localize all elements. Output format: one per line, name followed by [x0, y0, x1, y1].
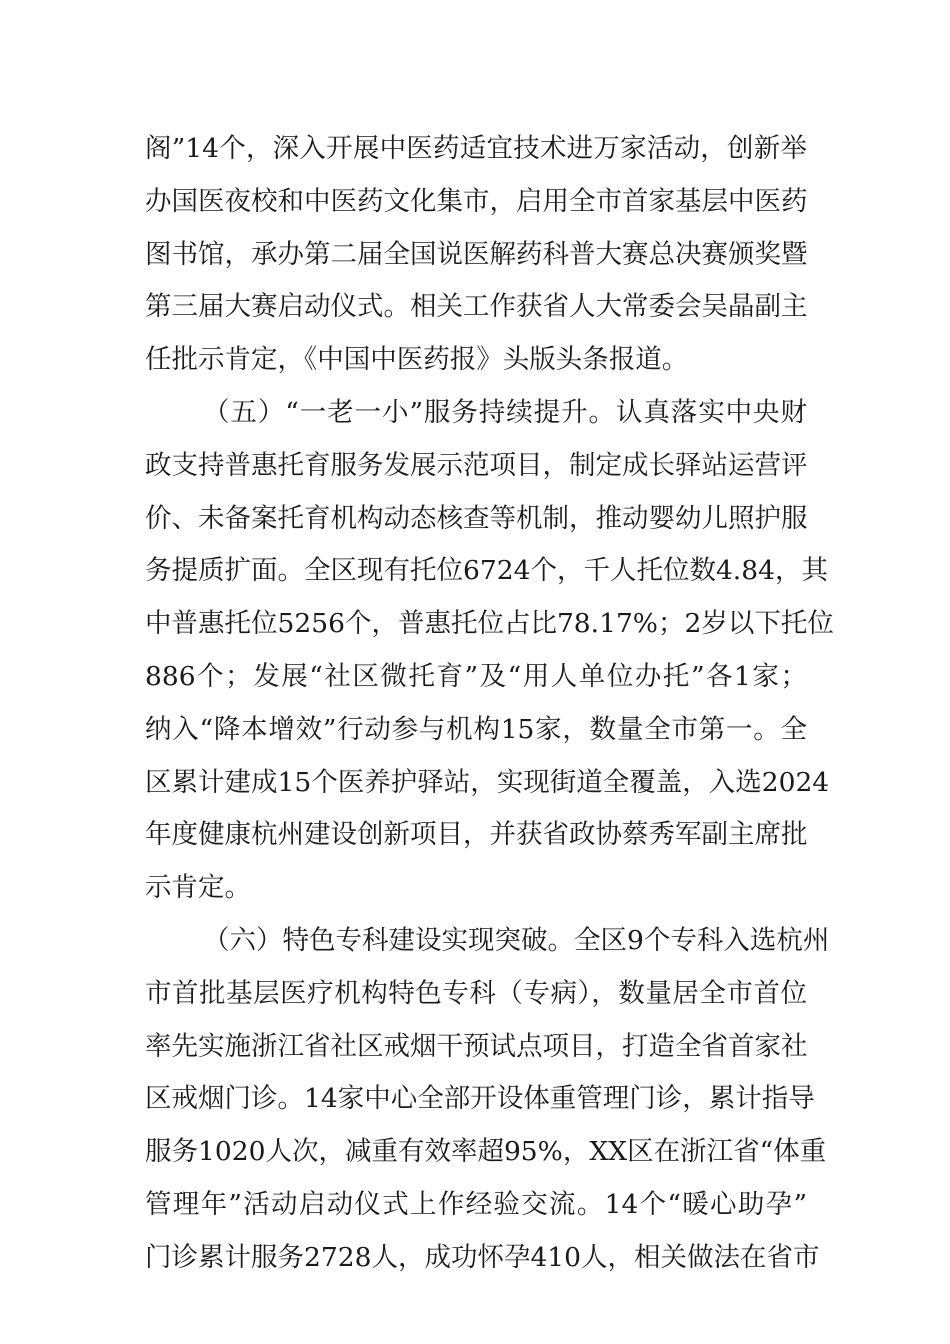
text-line: 市首批基层医疗机构特色专科（专病），数量居全市首位: [145, 977, 807, 1009]
paragraph-tcm-culture: [145, 123, 807, 387]
text-line: 区戒烟门诊。14家中心全部开设体重管理门诊，累计指导: [145, 1083, 815, 1115]
text-line: 服务1020人次，减重有效率超95%，XX区在浙江省“体重: [145, 1136, 827, 1168]
text-line: 价、未备案托育机构动态核查等机制，推动婴幼儿照护服: [145, 502, 808, 534]
text-line: 门诊累计服务2728人，成功怀孕410人，相关做法在省市: [145, 1241, 820, 1273]
text-line: 务提质扩面。全区现有托位6724个，千人托位数4.84，其: [145, 555, 828, 587]
text-line: 区累计建成15个医养护驿站，实现街道全覆盖，入选2024: [145, 766, 830, 798]
text-line: 政支持普惠托育服务发展示范项目，制定成长驿站运营评: [145, 449, 808, 481]
text-line: 图书馆，承办第二届全国说医解药科普大赛总决赛颁奖暨: [145, 238, 808, 270]
text-line: 中普惠托位5256个，普惠托位占比78.17%；2岁以下托位: [145, 608, 834, 640]
text-line: 率先实施浙江省社区戒烟干预试点项目，打造全省首家社: [145, 1030, 808, 1062]
text-line: 管理年”活动启动仪式上作经验交流。14个“暖心助孕”: [145, 1188, 807, 1220]
text-line: 第三届大赛启动仪式。相关工作获省人大常委会吴晶副主: [145, 291, 808, 323]
text-line: 办国医夜校和中医药文化集市，启用全市首家基层中医药: [145, 185, 808, 217]
paragraph-heading-line: （五）“一老一小”服务持续提升。认真落实中央财: [203, 396, 807, 428]
text-line: 年度健康杭州建设创新项目，并获省政协蔡秀军副主席批: [145, 819, 808, 851]
text-line: 纳入“降本增效”行动参与机构15家，数量全市第一。全: [145, 713, 807, 745]
text-line: 886个；发展“社区微托育”及“用人单位办托”各1家；: [145, 660, 807, 692]
paragraph-specialty-clinics: [145, 915, 830, 1285]
document-body: [145, 123, 834, 1285]
text-line: 任批示肯定，《中国中医药报》头版头条报道。: [145, 344, 689, 376]
text-line: 阁”14个，深入开展中医药适宜技术进万家活动，创新举: [145, 133, 807, 164]
paragraph-heading-line: （六）特色专科建设实现突破。全区9个专科入选杭州: [203, 924, 830, 956]
paragraph-elderly-childcare: [145, 387, 834, 915]
text-line: 示肯定。: [145, 872, 251, 904]
